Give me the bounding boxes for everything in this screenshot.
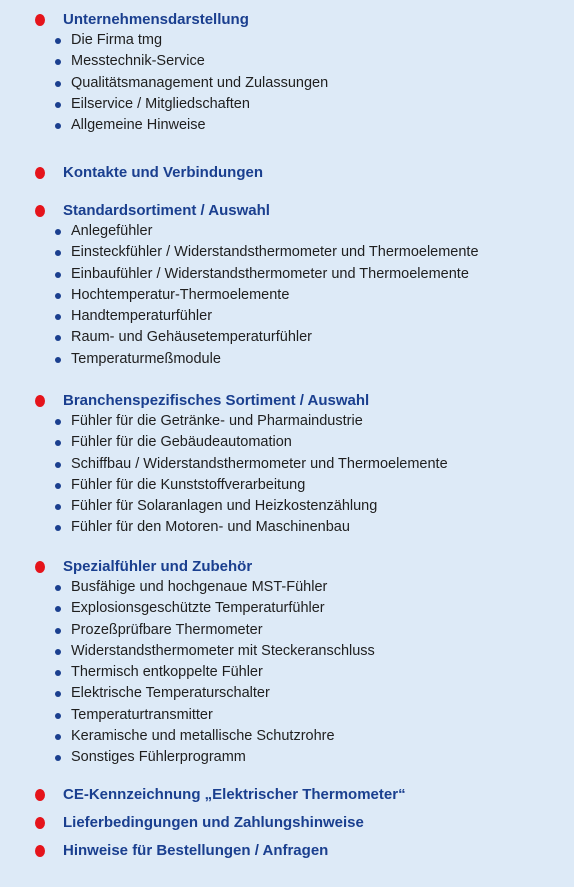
item-list	[0, 221, 574, 370]
bullet-icon	[55, 691, 61, 697]
item-label[interactable]: Einsteckfühler / Widerstandsthermometer und Thermoelemente	[71, 244, 479, 261]
item-label[interactable]: Temperaturtransmitter	[71, 706, 213, 723]
list-item[interactable]	[0, 51, 574, 72]
item-label[interactable]: Fühler für die Kunststoffverarbeitung	[71, 476, 306, 493]
bullet-icon	[55, 335, 61, 341]
list-item[interactable]	[0, 306, 574, 327]
bullet-icon	[55, 734, 61, 740]
list-item[interactable]	[0, 747, 574, 768]
list-item[interactable]	[0, 264, 574, 285]
list-item[interactable]	[0, 496, 574, 517]
list-item[interactable]	[0, 705, 574, 726]
section-lieferbedingungen	[0, 813, 574, 833]
list-item[interactable]	[0, 327, 574, 348]
item-label[interactable]: Qualitätsmanagement und Zulassungen	[71, 74, 329, 91]
list-item[interactable]	[0, 115, 574, 136]
list-item[interactable]	[0, 30, 574, 51]
list-item[interactable]	[0, 285, 574, 306]
list-item[interactable]	[0, 73, 574, 94]
section-title[interactable]: Hinweise für Bestellungen / Anfragen	[63, 842, 329, 859]
bullet-icon	[55, 755, 61, 761]
section-ce-kennzeichnung	[0, 785, 574, 805]
section-title[interactable]: CE-Kennzeichnung „Elektrischer Thermometer“	[63, 786, 406, 803]
bullet-icon	[55, 462, 61, 468]
item-label[interactable]: Hochtemperatur-Thermoelemente	[71, 286, 290, 303]
section-title[interactable]: Spezialfühler und Zubehör	[63, 558, 253, 575]
section-title[interactable]: Branchenspezifisches Sortiment / Auswahl	[63, 392, 370, 409]
section-title[interactable]: Unternehmensdarstellung	[63, 11, 249, 28]
list-item[interactable]	[0, 349, 574, 370]
item-label[interactable]: Thermisch entkoppelte Fühler	[71, 664, 263, 681]
list-item[interactable]	[0, 454, 574, 475]
bullet-icon	[55, 585, 61, 591]
section-heading[interactable]	[0, 557, 574, 577]
section-standardsortiment	[0, 201, 574, 370]
bullet-icon	[55, 419, 61, 425]
item-label[interactable]: Explosionsgeschützte Temperaturfühler	[71, 600, 325, 617]
item-list	[0, 411, 574, 539]
list-item[interactable]	[0, 94, 574, 115]
item-label[interactable]: Fühler für Solaranlagen und Heizkostenzählung	[71, 498, 378, 515]
item-label[interactable]: Temperaturmeßmodule	[71, 350, 221, 367]
bullet-icon	[55, 272, 61, 278]
bullet-icon	[55, 314, 61, 320]
section-heading[interactable]	[0, 201, 574, 221]
section-unternehmensdarstellung	[0, 10, 574, 136]
red-dot-icon	[35, 167, 45, 179]
list-item[interactable]	[0, 726, 574, 747]
item-label[interactable]: Widerstandsthermometer mit Steckeranschluss	[71, 642, 375, 659]
item-label[interactable]: Die Firma tmg	[71, 32, 163, 48]
list-item[interactable]	[0, 620, 574, 641]
bullet-icon	[55, 59, 61, 65]
item-label[interactable]: Prozeßprüfbare Thermometer	[71, 621, 263, 638]
red-dot-icon	[35, 845, 45, 857]
section-heading[interactable]	[0, 785, 574, 805]
section-title[interactable]: Kontakte und Verbindungen	[63, 164, 264, 181]
section-hinweise-bestellungen	[0, 841, 574, 861]
list-item[interactable]	[0, 475, 574, 496]
bullet-icon	[55, 440, 61, 446]
list-item[interactable]	[0, 517, 574, 538]
bullet-icon	[55, 357, 61, 363]
item-label[interactable]: Anlegefühler	[71, 223, 153, 239]
list-item[interactable]	[0, 641, 574, 662]
item-label[interactable]: Fühler für die Getränke- und Pharmaindustrie	[71, 413, 363, 429]
bullet-icon	[55, 504, 61, 510]
item-label[interactable]: Allgemeine Hinweise	[71, 117, 206, 134]
section-title[interactable]: Lieferbedingungen und Zahlungshinweise	[63, 814, 364, 831]
red-dot-icon	[35, 205, 45, 217]
list-item[interactable]	[0, 598, 574, 619]
item-label[interactable]: Fühler für den Motoren- und Maschinenbau	[71, 519, 350, 536]
bullet-icon	[55, 525, 61, 531]
bullet-icon	[55, 649, 61, 655]
section-branchenspezifisch	[0, 391, 574, 539]
list-item[interactable]	[0, 662, 574, 683]
bullet-icon	[55, 670, 61, 676]
bullet-icon	[55, 250, 61, 256]
red-dot-icon	[35, 561, 45, 573]
bullet-icon	[55, 102, 61, 108]
section-heading[interactable]	[0, 163, 574, 183]
item-label[interactable]: Fühler für die Gebäudeautomation	[71, 434, 292, 451]
item-label[interactable]: Raum- und Gehäusetemperaturfühler	[71, 329, 312, 346]
item-label[interactable]: Sonstiges Fühlerprogramm	[71, 749, 246, 766]
bullet-icon	[55, 713, 61, 719]
bullet-icon	[55, 606, 61, 612]
bullet-icon	[55, 229, 61, 235]
list-item[interactable]	[0, 432, 574, 453]
red-dot-icon	[35, 395, 45, 407]
section-title[interactable]: Standardsortiment / Auswahl	[63, 202, 270, 219]
list-item[interactable]	[0, 242, 574, 263]
bullet-icon	[55, 483, 61, 489]
item-list	[0, 577, 574, 769]
item-label[interactable]: Einbaufühler / Widerstandsthermometer und Thermoelemente	[71, 265, 469, 282]
red-dot-icon	[35, 14, 45, 26]
bullet-icon	[55, 38, 61, 44]
bullet-icon	[55, 123, 61, 129]
red-dot-icon	[35, 817, 45, 829]
bullet-icon	[55, 81, 61, 87]
section-heading[interactable]	[0, 10, 574, 30]
item-label[interactable]: Messtechnik-Service	[71, 53, 205, 70]
item-label[interactable]: Keramische und metallische Schutzrohre	[71, 728, 335, 745]
section-heading[interactable]	[0, 813, 574, 833]
section-heading[interactable]	[0, 841, 574, 861]
section-spezialfuehler	[0, 557, 574, 769]
list-item[interactable]	[0, 411, 574, 432]
red-dot-icon	[35, 789, 45, 801]
item-label[interactable]: Busfähige und hochgenaue MST-Fühler	[71, 579, 328, 595]
item-label[interactable]: Eilservice / Mitgliedschaften	[71, 95, 250, 112]
item-list	[0, 30, 574, 136]
item-label[interactable]: Schiffbau / Widerstandsthermometer und Thermoelemente	[71, 455, 448, 472]
item-label[interactable]: Handtemperaturfühler	[71, 308, 213, 325]
bullet-icon	[55, 628, 61, 634]
list-item[interactable]	[0, 221, 574, 242]
section-heading[interactable]	[0, 391, 574, 411]
list-item[interactable]	[0, 577, 574, 598]
bullet-icon	[55, 293, 61, 299]
list-item[interactable]	[0, 683, 574, 704]
section-kontakte	[0, 163, 574, 183]
item-label[interactable]: Elektrische Temperaturschalter	[71, 685, 270, 702]
